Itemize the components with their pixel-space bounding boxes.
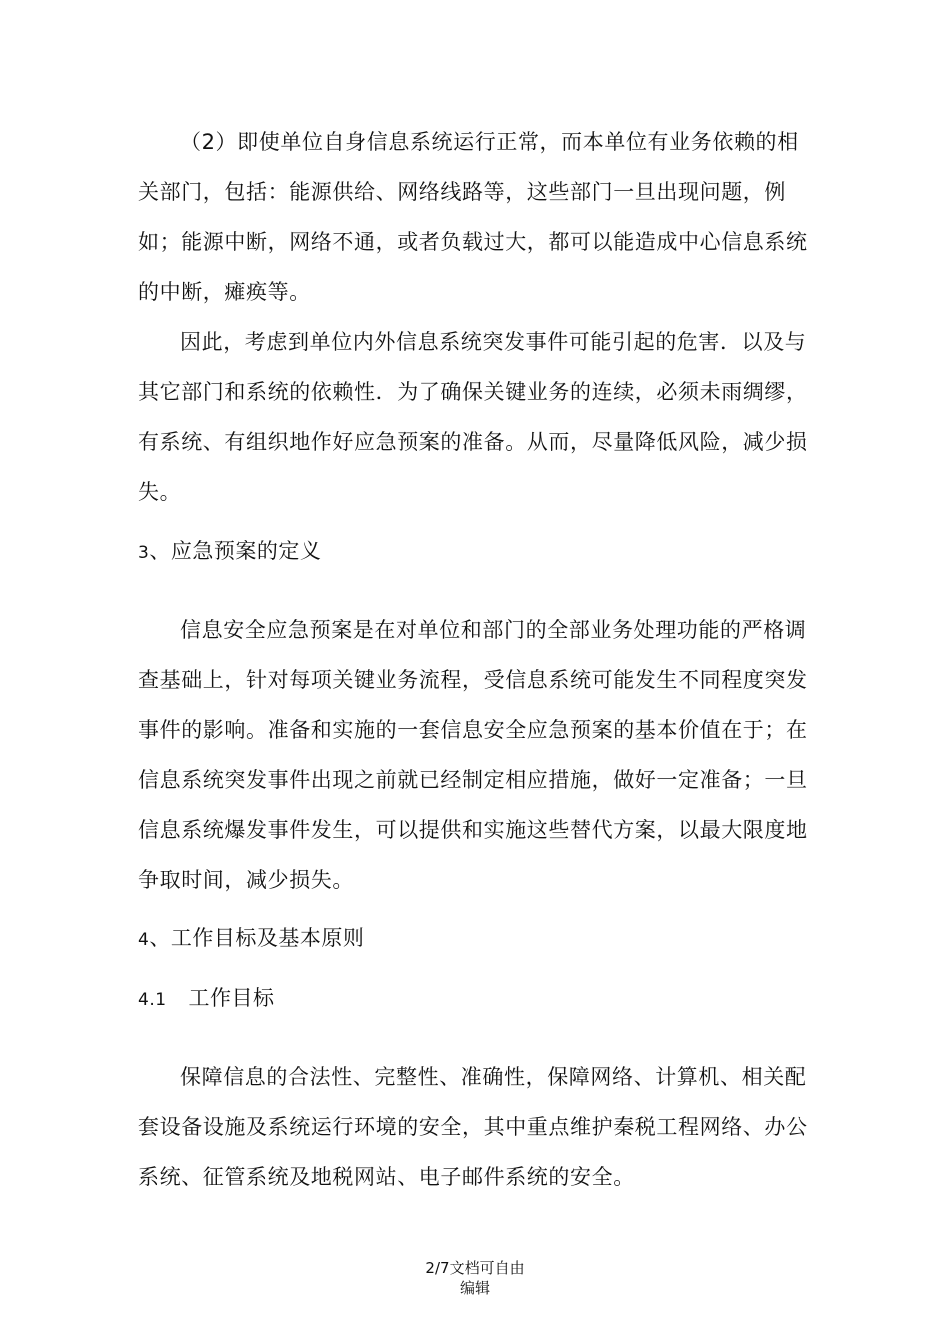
footer-editable-note: 编辑 bbox=[459, 1279, 490, 1297]
section-number: 4.1 bbox=[138, 990, 167, 1010]
paragraph-therefore: 因此，考虑到单位内外信息系统突发事件可能引起的危害．以及与其它部门和系统的依赖性．为了确保关键业务的连续，必须未雨绸缪，有系统、有组织地作好应急预案的准备。从而，尽量降低风险，减少损失。 bbox=[138, 330, 808, 504]
section-title: 、应急预案的定义 bbox=[149, 539, 322, 563]
section-title: 工作目标 bbox=[188, 986, 275, 1010]
paragraph-work-goals: 保障信息的合法性、完整性、准确性，保障网络、计算机、相关配套设备设施及系统运行环境的安全，其中重点维护秦税工程网络、办公系统、征管系统及地税网站、电子邮件系统的安全。 bbox=[138, 1065, 808, 1189]
paragraph-definition: 信息安全应急预案是在对单位和部门的全部业务处理功能的严格调查基础上，针对每项关键业务流程，受信息系统可能发生不同程度突发事件的影响。准备和实施的一套信息安全应急预案的基本价值在于；在信息系统突发事件出现之前就已经制定相应措施，做好一定准备；一旦信息系统爆发事件发生，可以提供和实施这些替代方案，以最大限度地争取时间，减少损失。 bbox=[138, 618, 808, 892]
paragraph-dependency-risks: （2）即使单位自身信息系统运行正常，而本单位有业务依赖的相关部门，包括：能源供给、网络线路等，这些部门一旦出现问题，例如；能源中断，网络不通，或者负载过大，都可以能造成中心信息系统的中断，瘫痪等。 bbox=[138, 130, 808, 304]
section-heading-3 bbox=[138, 536, 321, 568]
section-number: 3 bbox=[138, 543, 150, 563]
section-title: 、工作目标及基本原则 bbox=[149, 926, 365, 950]
section-heading-4-1 bbox=[138, 983, 275, 1015]
page-footer bbox=[390, 1258, 560, 1298]
section-heading-4 bbox=[138, 923, 364, 955]
section-number: 4 bbox=[138, 930, 150, 950]
footer-page-number: 2/7文档可自由 bbox=[425, 1259, 525, 1277]
